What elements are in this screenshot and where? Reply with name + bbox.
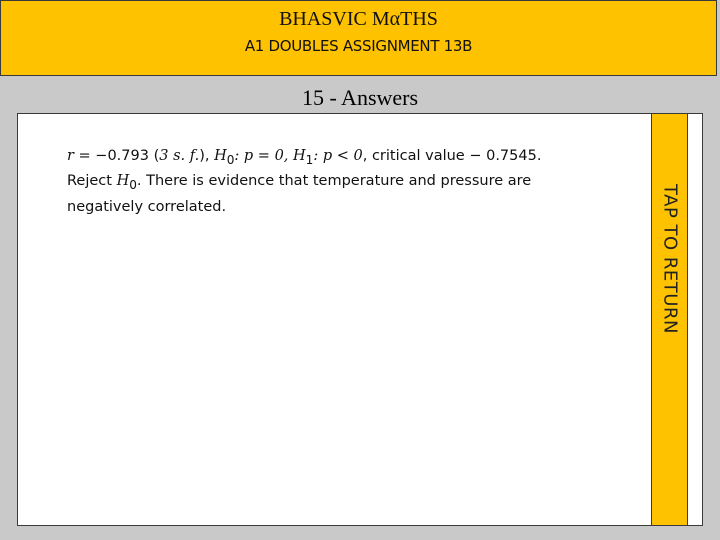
null-hypothesis-subscript: 0: [226, 152, 235, 167]
answer-line-2: [67, 171, 607, 196]
answer-line-3: negatively correlated.: [67, 198, 227, 215]
r-value-text: = −0.793 (: [73, 148, 160, 164]
answer-panel: [17, 113, 703, 526]
reject-text: Reject: [67, 173, 117, 190]
alt-hypothesis-subscript: 1: [305, 152, 314, 167]
alt-hypothesis-text: : p < 0: [313, 148, 363, 164]
answer-line-1: [67, 146, 607, 171]
var-r: r: [67, 148, 74, 164]
null-hypothesis-symbol: H: [214, 148, 227, 164]
assignment-title: A1 DOUBLES ASSIGNMENT 13B: [244, 37, 473, 55]
answer-text: [67, 146, 607, 218]
paren-close-text: ),: [199, 148, 215, 164]
brand-title: BHASVIC MαTHS: [279, 8, 438, 30]
critical-value-text: , critical value − 0.7545.: [362, 148, 542, 164]
null-hypothesis-text: : p = 0,: [234, 148, 294, 164]
alt-hypothesis-symbol: H: [293, 148, 306, 164]
tap-to-return-label: TAP TO RETURN: [659, 184, 680, 334]
reject-hypothesis-symbol: H: [116, 173, 130, 190]
evidence-text: . There is evidence that temperature and pressure are: [136, 173, 532, 190]
tap-to-return-button[interactable]: [651, 114, 688, 525]
reject-hypothesis-subscript: 0: [129, 178, 137, 193]
sig-figs-text: 3 s. f.: [159, 148, 200, 164]
section-title: 15 - Answers: [301, 85, 419, 110]
header-banner: [0, 0, 717, 76]
